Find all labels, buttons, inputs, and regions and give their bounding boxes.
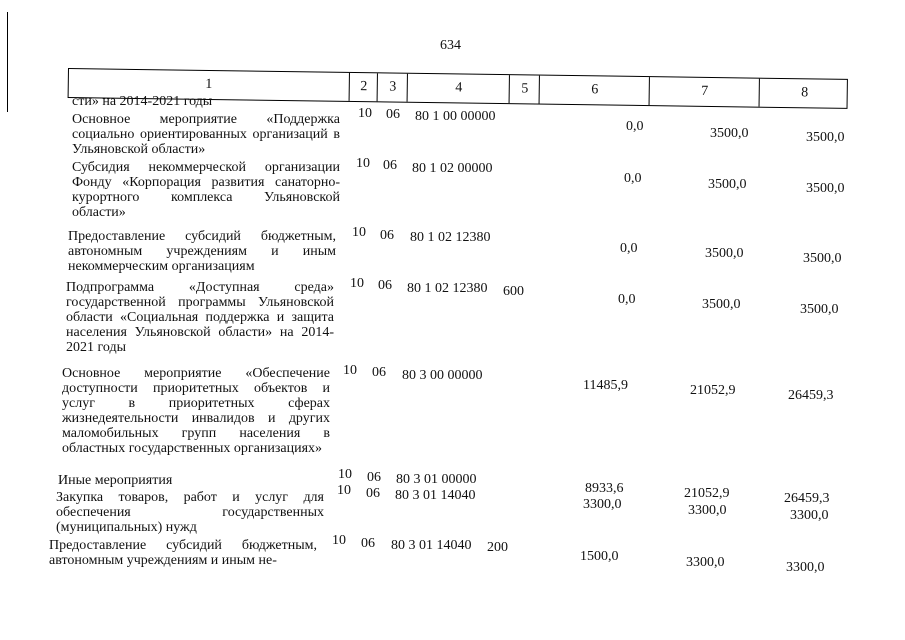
cell-col-7: 3500,0 bbox=[710, 126, 749, 141]
cell-col-6: 0,0 bbox=[626, 119, 644, 134]
row-description: Закупка товаров, работ и услуг для обеспечения государственных (муниципальных) нужд bbox=[56, 490, 324, 535]
cell-col-8: 3300,0 bbox=[786, 560, 825, 575]
cell-col-7: 3500,0 bbox=[705, 246, 744, 261]
cell-target-code: 80 1 02 12380 bbox=[407, 281, 488, 296]
cell-col-8: 3500,0 bbox=[800, 302, 839, 317]
cell-expense-type: 200 bbox=[487, 540, 508, 555]
cell-target-code: 80 1 00 00000 bbox=[415, 109, 496, 124]
cell-section: 10 bbox=[337, 483, 351, 498]
row-description: Подпрограмма «Доступная среда» государственной программы Ульяновской области «Социальная поддержка и защита населения Ульяновской области» на 2014-2021 годы bbox=[66, 280, 334, 355]
cell-section: 10 bbox=[332, 533, 346, 548]
cell-section: 10 bbox=[356, 156, 370, 171]
cell-subsection: 06 bbox=[378, 278, 392, 293]
cell-col-8: 3500,0 bbox=[806, 130, 845, 145]
cell-target-code: 80 3 00 00000 bbox=[402, 368, 483, 383]
cell-target-code: 80 3 01 00000 bbox=[396, 472, 477, 487]
cell-col-8: 26459,3 bbox=[784, 491, 830, 506]
cell-subsection: 06 bbox=[383, 158, 397, 173]
cell-col-8: 3300,0 bbox=[790, 508, 829, 523]
cell-col-6: 0,0 bbox=[620, 241, 638, 256]
header-col-8: 8 bbox=[759, 79, 850, 108]
header-col-1: 1 bbox=[205, 76, 213, 93]
row-description: Основное мероприятие «Обеспечение доступности приоритетных объектов и услуг в приоритетных сферах жизнедеятельности инвалидов и других маломобильных групп населения в областных государственных организациях» bbox=[62, 366, 330, 456]
header-col-7: 7 bbox=[649, 77, 760, 107]
cell-target-code: 80 1 02 12380 bbox=[410, 230, 491, 245]
header-col-2: 2 bbox=[349, 73, 378, 101]
cell-col-6: 1500,0 bbox=[580, 549, 619, 564]
cell-col-7: 3300,0 bbox=[686, 555, 725, 570]
cell-subsection: 06 bbox=[366, 486, 380, 501]
cell-section: 10 bbox=[338, 467, 352, 482]
cell-subsection: 06 bbox=[372, 365, 386, 380]
cell-col-7: 3500,0 bbox=[702, 297, 741, 312]
header-col-3: 3 bbox=[377, 73, 408, 101]
cell-subsection: 06 bbox=[367, 470, 381, 485]
cell-col-7: 21052,9 bbox=[684, 486, 730, 501]
page-number: 634 bbox=[440, 38, 461, 53]
row-description: Предоставление субсидий бюджетным, автономным учреждениям и иным не- bbox=[49, 538, 317, 568]
cell-section: 10 bbox=[352, 225, 366, 240]
cell-section: 10 bbox=[350, 276, 364, 291]
cell-col-6: 8933,6 bbox=[585, 481, 624, 496]
row-description: Субсидия некоммерческой организации Фонду «Корпорация развития санаторно-курортного комплекса Ульяновской области» bbox=[72, 160, 340, 220]
cell-subsection: 06 bbox=[361, 536, 375, 551]
cell-col-6: 3300,0 bbox=[583, 497, 622, 512]
row-description: Предоставление субсидий бюджетным, автономным учреждениям и иным некоммерческим организациям bbox=[68, 229, 336, 274]
cell-col-7: 21052,9 bbox=[690, 383, 736, 398]
header-col-6: 6 bbox=[539, 76, 650, 106]
cell-col-6: 0,0 bbox=[618, 292, 636, 307]
cell-expense-type: 600 bbox=[503, 284, 524, 299]
cell-col-8: 3500,0 bbox=[806, 181, 845, 196]
cell-target-code: 80 3 01 14040 bbox=[391, 538, 472, 553]
row-description: Иные мероприятия bbox=[58, 473, 173, 488]
row-description: Основное мероприятие «Поддержка социально ориентированных организаций в Ульяновской области» bbox=[72, 112, 340, 157]
cell-section: 10 bbox=[343, 363, 357, 378]
header-col-4: 4 bbox=[407, 74, 510, 103]
cell-col-7: 3500,0 bbox=[708, 177, 747, 192]
cell-subsection: 06 bbox=[380, 228, 394, 243]
cell-col-8: 26459,3 bbox=[788, 388, 834, 403]
cell-col-8: 3500,0 bbox=[803, 251, 842, 266]
cell-col-6: 11485,9 bbox=[583, 378, 628, 393]
cell-target-code: 80 3 01 14040 bbox=[395, 488, 476, 503]
cell-col-6: 0,0 bbox=[624, 171, 642, 186]
row-description: сти» на 2014-2021 годы bbox=[72, 94, 213, 109]
cell-section: 10 bbox=[358, 106, 372, 121]
header-col-5: 5 bbox=[509, 75, 540, 103]
cell-col-7: 3300,0 bbox=[688, 503, 727, 518]
cell-target-code: 80 1 02 00000 bbox=[412, 161, 493, 176]
cell-subsection: 06 bbox=[386, 107, 400, 122]
